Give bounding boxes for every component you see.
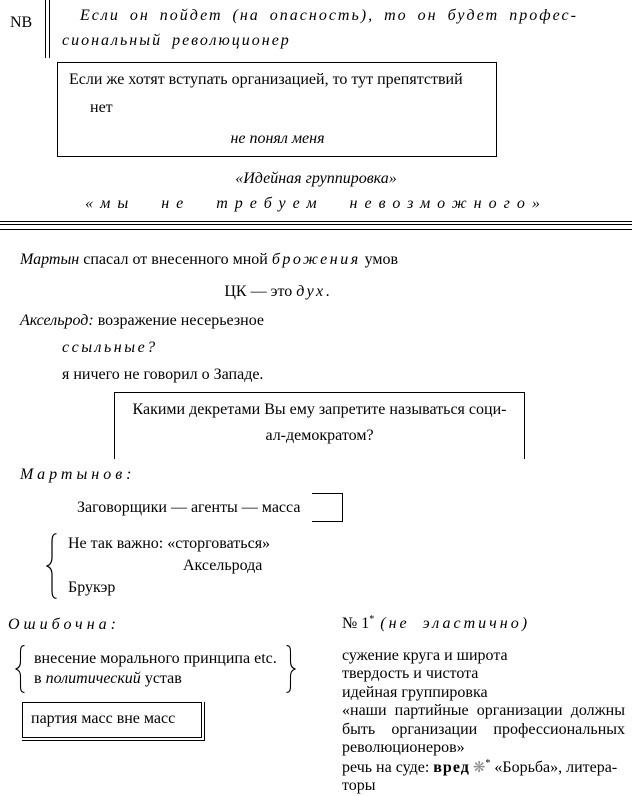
right-item: идейная группировка (342, 683, 488, 701)
martyn-paragraph (20, 250, 632, 269)
speech-continuation: торы (342, 777, 376, 794)
right-item: сужение круга и широта (342, 646, 508, 664)
footnote-star: * (485, 757, 491, 769)
quote-line: «наши партийные организации должны (342, 702, 625, 719)
axelrod-text: возражение несерьезное (93, 312, 264, 329)
mass-party-box: партия масс вне масс (22, 702, 202, 738)
bottom-left-column (0, 615, 320, 796)
error-item-group (14, 645, 320, 693)
issue-number: № 1 (342, 615, 370, 632)
speaker-name: Мартын (20, 251, 80, 268)
footnote-star: * (369, 614, 375, 625)
nb-label: NB (10, 14, 33, 31)
error-line2-italic: политический (45, 670, 141, 687)
error-line2 (34, 669, 277, 689)
right-items (342, 647, 625, 796)
error-line2-post: устав (140, 670, 182, 687)
double-vertical-rule (45, 0, 50, 58)
speech-line (342, 758, 625, 778)
brace-left-icon (14, 645, 26, 693)
nb-note-row (0, 0, 632, 58)
box1-line3: не понял меня (230, 130, 325, 147)
decree-question-box (114, 392, 525, 459)
ck-lead: ЦК — это (224, 283, 297, 300)
double-border (22, 702, 205, 741)
top-note-line1: Если он пойдет (на опасность), то он будет профес- (80, 7, 578, 24)
axelrod-line (20, 311, 632, 330)
martyn-text: спасал от внесенного мной (79, 251, 272, 268)
brace-line1: Не так важно: «сторговаться» (68, 535, 271, 552)
brace-line2: Аксельрода (183, 557, 263, 574)
zapad-line: я ничего не говорил о Западе. (62, 366, 264, 383)
error-line2-pre: в (34, 670, 46, 687)
snowflake-icon: ❋ (472, 757, 486, 776)
brace-right-icon (285, 645, 297, 693)
zagovor-line (77, 493, 632, 522)
brace-left-icon (45, 533, 58, 599)
oshibochna-label: Ошибочна: (8, 616, 120, 633)
martynov-label: Мартынов: (20, 466, 136, 483)
bottom-section (0, 615, 632, 796)
top-note-line2: сиональный революционер (62, 32, 291, 49)
ck-period: . (325, 283, 330, 300)
ck-line (0, 282, 554, 301)
brace-line3: Брукэр (68, 579, 116, 596)
speaker-name: Аксельрод: (20, 312, 94, 329)
quote-line: революционеров» (342, 739, 465, 756)
speech-pre: речь на суде: (342, 758, 434, 776)
ck-spaced-word: дух (296, 283, 326, 300)
zagovor-text: Заговорщики — агенты — масса (77, 499, 301, 516)
speech-bold-word: вред (433, 758, 470, 776)
box1-line1: Если же хотят вступать организацией, то тут препятствий (69, 71, 463, 88)
box2-line1: Какими декретами Вы ему запретите называться соци- (132, 401, 507, 418)
corner-bracket (312, 493, 343, 522)
speech-post: «Борьба», литера- (490, 758, 618, 776)
error-item-lines (34, 649, 277, 689)
quote-line: быть организации профессиональных (342, 720, 625, 738)
bottom-right-column (342, 615, 625, 796)
martyn-tail: умов (360, 251, 399, 268)
error-line1: внесение морального принципа etc. (34, 650, 277, 667)
issue-number-line (342, 615, 625, 634)
spaced-word: брожения (271, 251, 361, 268)
heading-motto: «мы не требуем невозможного» (85, 195, 547, 212)
right-item: твердость и чистота (342, 665, 479, 682)
top-note (62, 0, 632, 53)
mass-party-box-wrap (22, 702, 320, 741)
brace-group (45, 533, 632, 599)
box1-line2: нет (90, 99, 113, 116)
box2-line2: ал-демократом? (265, 427, 374, 444)
organization-note-box (57, 62, 497, 157)
ssylnye-line: ссыльные? (62, 339, 158, 356)
section-divider-rule (0, 221, 632, 230)
brace-group-lines (68, 533, 270, 599)
issue-note: (не эластично) (380, 615, 531, 632)
heading-group: «Идейная группировка» (235, 170, 397, 187)
